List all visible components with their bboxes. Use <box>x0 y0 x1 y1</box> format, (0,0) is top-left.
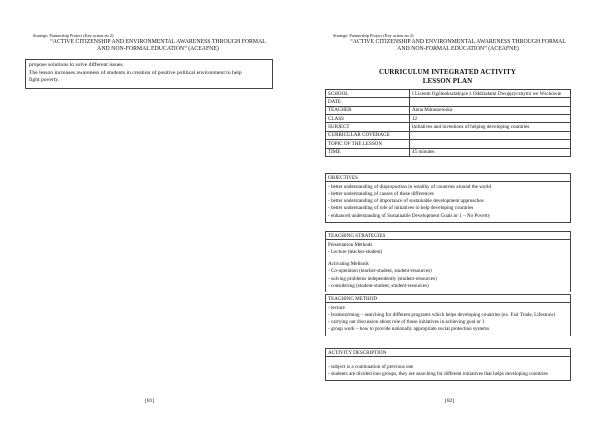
info-key: CLASS <box>326 115 410 123</box>
objectives-section <box>325 173 571 223</box>
teaching-method-section <box>325 294 571 336</box>
project-label: Strategic Partnership Project (Key action no 2) <box>333 33 414 38</box>
info-key: DATE <box>326 98 410 106</box>
info-key: SCHOOL <box>326 90 410 98</box>
continuation-line: fight poverty. <box>29 77 60 84</box>
title-line2: LESSON PLAN <box>422 77 473 86</box>
activity-item: - subject is a continuation of previous one <box>328 364 414 370</box>
method-item: - lecture <box>328 305 345 311</box>
project-title-line2: AND NON-FORMAL EDUCATION” (ACEAFNE) <box>97 45 219 52</box>
info-key: SUBJECT <box>326 123 410 131</box>
section-body <box>326 182 570 222</box>
method-item: - carrying out discussion about role of those initiatives in achieving goal nr 1 <box>328 319 485 326</box>
info-value: Initiatives and inventions of helping developing countries <box>410 123 571 131</box>
objective-item: - better understanding of importance of sustainable development approaches <box>328 198 484 205</box>
title-line1: CURRICULUM INTEGRATED ACTIVITY <box>378 68 517 76</box>
table-row <box>326 115 571 123</box>
strategy-subtitle: Presentation Methods <box>328 242 373 248</box>
activity-item: - students are divided into groups, they are searching for different initiatives that helps developing countries <box>328 371 548 378</box>
table-row <box>326 90 571 98</box>
table-row <box>326 98 571 106</box>
teaching-strategies-section <box>325 231 571 292</box>
continuation-line: propose solutions to solve different issues. <box>29 62 124 68</box>
info-value <box>410 98 571 106</box>
activity-description-section <box>325 348 571 381</box>
left-page-header <box>33 34 283 52</box>
page-number: [81] <box>145 398 155 404</box>
table-row <box>326 131 571 139</box>
strategy-subtitle: Activating Methods <box>328 261 369 268</box>
info-key: TOPIC OF THE LESSON <box>326 140 410 148</box>
lesson-plan-title <box>325 68 570 86</box>
section-body <box>326 303 570 336</box>
table-row <box>326 140 571 148</box>
section-body <box>326 357 570 380</box>
info-value: 45 minutes <box>410 148 571 156</box>
info-value: Anna Matuszewska <box>410 106 571 114</box>
right-page <box>300 0 600 424</box>
project-title-line2: AND NON-FORMAL EDUCATION” (ACEAFNE) <box>397 45 519 52</box>
method-item: - group work – how to provide nationally appropriate social protection systems <box>328 326 490 333</box>
table-row <box>326 148 571 156</box>
objective-item: - better understanding of role of initiatives to help developing countries <box>328 205 474 212</box>
info-key: CURRICULAR COVERAGE <box>326 131 410 139</box>
info-value: 12 <box>410 115 571 123</box>
lesson-info-table <box>325 89 571 157</box>
info-key: TEACHER <box>326 106 410 114</box>
table-row <box>326 106 571 114</box>
strategy-item: - Lecture (teacher-student) <box>328 249 383 256</box>
section-body <box>326 240 570 292</box>
strategy-item: - considering (student-student, student-resources) <box>328 282 429 289</box>
info-value <box>410 131 571 139</box>
section-heading: TEACHING METHOD <box>326 295 570 303</box>
objective-item: - enhanced understanding of Sustainable Development Goals nr 1 – No Poverty <box>328 212 491 219</box>
table-row <box>326 123 571 131</box>
objective-item: - better understanding of causes of these differences <box>328 191 434 198</box>
info-value <box>410 140 571 148</box>
project-title-line1: “ACTIVE CITIZENSHIP AND ENVIRONMENTAL AWARENESS THROUGH FORMAL <box>350 38 566 45</box>
page-number: [82] <box>445 398 455 404</box>
section-heading: ACTIVITY DESCRIPTION <box>326 349 570 357</box>
right-page-header <box>333 34 583 52</box>
continuation-line: The lesson increases awareness of students in creation of positive political environment to help <box>29 69 242 76</box>
info-key: TIME <box>326 148 410 156</box>
strategy-item: - Co-operation (teacher-student, student-resources) <box>328 268 432 275</box>
section-heading: TEACHING STRATEGIES <box>326 232 570 240</box>
strategy-item: - solving problems independently (student-resources) <box>328 275 437 282</box>
continuation-box <box>25 59 273 89</box>
project-label: Strategic Partnership Project (Key action no 2) <box>33 33 114 38</box>
objective-item: - better understanding of disproportion in wealthy of countries around the world <box>328 184 492 190</box>
method-item: - brainstorming – searching for different programs which helps developing countries (ex. Fair Trade, Lifestraw) <box>328 312 556 319</box>
info-value: I Liceum Ogólnokształcące z Oddziałami Dwujęzycznymi we Wschowie <box>410 90 571 98</box>
project-title-line1: “ACTIVE CITIZENSHIP AND ENVIRONMENTAL AWARENESS THROUGH FORMAL <box>50 38 266 45</box>
section-heading: OBJECTIVES <box>326 174 570 182</box>
